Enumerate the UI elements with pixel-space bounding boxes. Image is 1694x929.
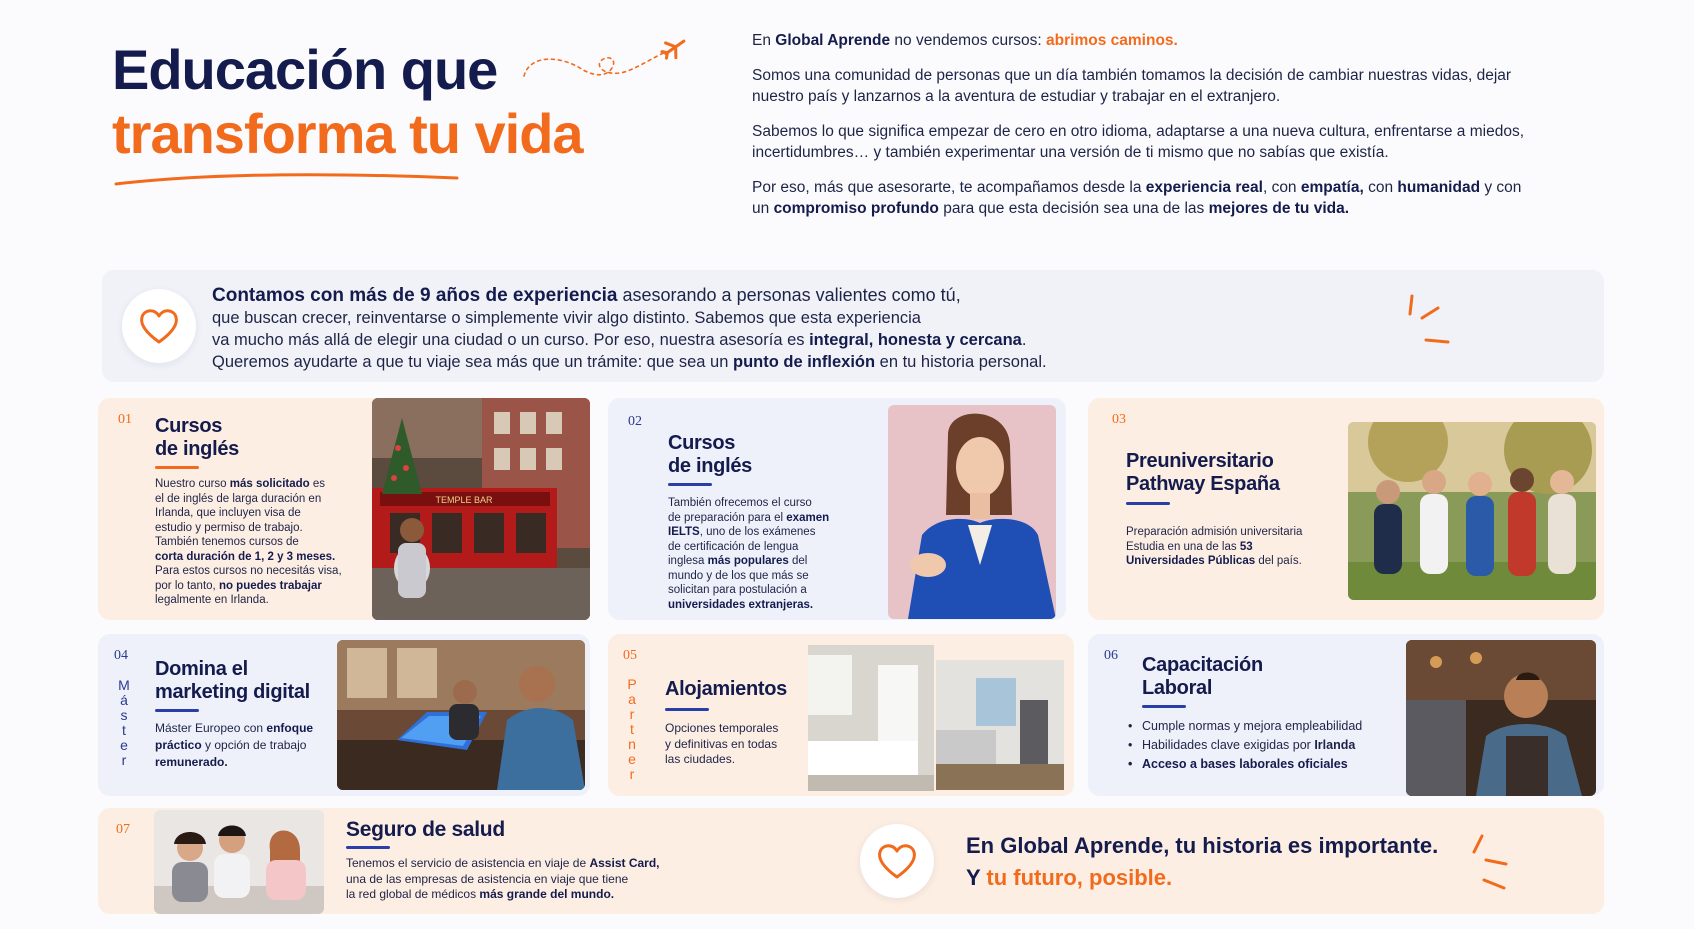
card-title: Seguro de salud [346,818,505,841]
title-underline [112,168,462,190]
intro-paragraph-4: Por eso, más que asesorarte, te acompañamos desde la experiencia real, con empatía, con humanidad y con un compromiso profundo para que esta decisión sea una de las mejores de tu vida. [752,178,1522,217]
heart-icon [875,841,919,881]
card-number: 03 [1112,412,1126,427]
card-number: 05 [623,648,637,663]
list-item: • Cumple normas y mejora empleabilidad [1128,717,1398,736]
heart-icon [137,306,181,346]
title-accent-bar [155,709,199,712]
card-title: Domina el marketing digital [155,658,310,703]
card-title: Cursos de inglés [668,432,752,477]
card-title: Alojamientos [665,678,787,700]
card-description: Nuestro curso más solicitado es el de inglés de larga duración en Irlanda, que incluyen visa de estudio y permiso de trabajo. También tenemos cursos de corta duración de 1, 2 y 3 meses. Para estos cursos no necesitás visa, por lo tanto, no puedes trabajar legalmente en Irlanda. [155,478,342,606]
students-group-photo [1348,422,1596,600]
title-accent-bar [668,483,712,486]
insurance-consultation-photo [154,810,324,914]
dublin-pub-photo [372,398,590,620]
intro-paragraph-3: Sabemos lo que significa empezar de cero en otro idioma, adaptarse a una nueva cultura, enfrentarse a miedos, incertidumbres… y también experimentar una versión de ti mismo que no sabías que existía. [752,122,1525,161]
intro-text [752,30,1532,233]
intro-paragraph-2: Somos una comunidad de personas que un día también tomamos la decisión de cambiar nuestras vidas, dejar nuestro país y lanzarnos a la aventura de estudiar y trabajar en el extranjero. [752,66,1512,105]
title-accent-bar [665,708,709,711]
page-title-line2: transforma tu vida [112,102,583,165]
card-title: Capacitación Laboral [1142,654,1263,699]
card-number: 06 [1104,648,1118,663]
intro-highlight: abrimos caminos. [1046,32,1178,49]
card-number: 07 [116,822,130,837]
intro-text-1a: En [752,32,776,49]
plane-icon [520,30,700,90]
title-accent-bar [346,846,390,849]
card-number: 01 [118,412,132,427]
page-title-line1: Educación que [112,38,498,101]
spark-icon [1400,290,1460,350]
card-description: Opciones temporales y definitivas en todas las ciudades. [665,721,779,766]
card-description: Preparación admisión universitaria Estudia en una de las 53 Universidades Públicas del país. [1126,526,1303,567]
vertical-label-partner: P a r t n e r [627,676,637,782]
list-item: • Acceso a bases laborales oficiales [1128,755,1398,774]
closing-message: En Global Aprende, tu historia es importante. Y tu futuro, posible. [966,833,1439,890]
title-accent-bar [155,466,199,469]
intro-text-1b: no vendemos cursos: [890,32,1047,49]
training-bullet-list [1128,717,1398,774]
card-title: Cursos de inglés [155,415,239,460]
heart-badge [860,824,934,898]
card-number: 04 [114,648,128,663]
banner-text: Contamos con más de 9 años de experiencia asesorando a personas valientes como tú, que buscan crecer, reinventarse o simplemente vivir algo distinto. Sabemos que esta experiencia va mucho más allá de elegir una ciudad o un curso. Por eso, nuestra asesoría es integral, honesta y cercana. Queremos ayudarte a que tu viaje sea más que un trámite: que sea un punto de inflexión en tu historia personal. [212,285,1047,371]
title-accent-bar [1142,705,1186,708]
kitchen-photo [936,660,1064,790]
card-description: También ofrecemos el curso de preparación para el examen IELTS, uno de los exámenes de certificación de lengua inglesa más populares del mundo y de los que más se solicitan para postulación a universidades extranjeras. [668,497,830,611]
brand-name: Global Aprende [775,32,891,49]
vertical-label-master: M á s t e r [118,677,130,768]
title-accent-bar [1126,502,1170,505]
shop-sign: TEMPLE BAR [435,495,493,505]
heart-badge [122,289,196,363]
card-description: Tenemos el servicio de asistencia en viaje de Assist Card, una de las empresas de asistencia en viaje que tiene la red global de médicos más grande del mundo. [346,856,660,901]
barista-photo [1406,640,1596,796]
card-number: 02 [628,414,642,429]
laptop-workers-photo [337,640,585,790]
spark-icon [1470,830,1530,890]
bedroom-photo [808,645,934,791]
card-title: Preuniversitario Pathway España [1126,450,1280,495]
card-description: Máster Europeo con enfoque práctico y opción de trabajo remunerado. [155,721,314,769]
student-portrait-photo [888,405,1056,619]
list-item: • Habilidades clave exigidas por Irlanda [1128,736,1398,755]
